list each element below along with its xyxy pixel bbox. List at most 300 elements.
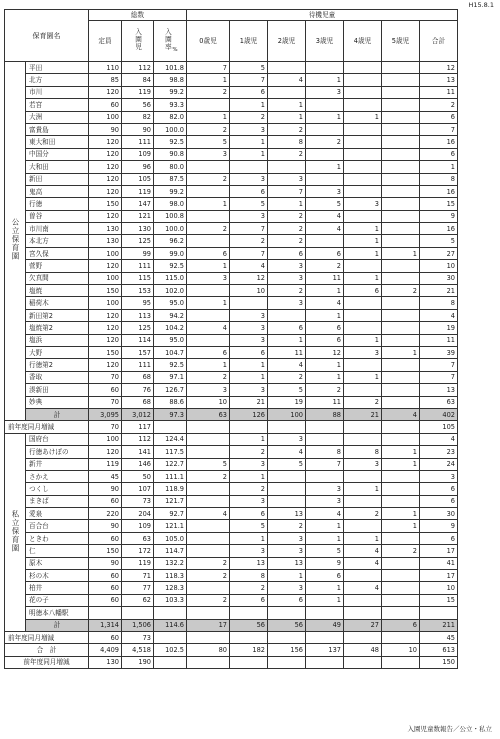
row-cell: 93.3 (154, 99, 187, 111)
table-row (5, 532, 458, 544)
row-cell (306, 607, 344, 619)
row-name: 湊新田 (26, 384, 89, 396)
row-cell: 1 (306, 371, 344, 383)
row-cell: 8 (230, 570, 268, 582)
row-cell: 1 (187, 297, 230, 309)
row-cell: 111.1 (154, 470, 187, 482)
row-cell: 68 (122, 396, 154, 408)
row-cell: 73 (122, 631, 154, 643)
header-age-0: 0歳児 (187, 21, 230, 62)
row-cell: 60 (89, 99, 122, 111)
row-cell: 1 (382, 508, 420, 520)
row-cell: 2 (268, 148, 306, 160)
row-cell: 101.8 (154, 62, 187, 74)
row-cell: 11 (420, 334, 458, 346)
row-cell: 2 (268, 520, 306, 532)
row-cell: 111 (122, 136, 154, 148)
row-cell (382, 62, 420, 74)
row-cell: 1 (344, 371, 382, 383)
row-cell (382, 136, 420, 148)
row-cell: 96 (122, 161, 154, 173)
row-cell (344, 384, 382, 396)
row-cell (382, 594, 420, 606)
row-cell: 85 (89, 74, 122, 86)
row-cell: 15 (420, 198, 458, 210)
public-yoy-row (5, 421, 458, 433)
row-cell: 97.3 (154, 408, 187, 420)
row-cell: 6 (382, 619, 420, 631)
row-cell: 2 (306, 260, 344, 272)
row-cell: 1 (230, 136, 268, 148)
row-name: 明徳本八幡駅 (26, 607, 89, 619)
row-cell: 102.5 (154, 644, 187, 656)
row-cell: 1 (230, 371, 268, 383)
row-cell: 71 (122, 570, 154, 582)
row-cell (187, 520, 230, 532)
row-cell: 30 (420, 272, 458, 284)
row-cell: 90 (89, 520, 122, 532)
row-cell: 6 (420, 532, 458, 544)
row-cell (344, 161, 382, 173)
row-cell (382, 161, 420, 173)
row-name: まきば (26, 495, 89, 507)
row-cell (382, 396, 420, 408)
row-cell (344, 359, 382, 371)
row-cell (306, 470, 344, 482)
row-name: ときわ (26, 532, 89, 544)
row-cell: 1 (382, 520, 420, 532)
private-yoy-row (5, 631, 458, 643)
row-cell: 3 (187, 272, 230, 284)
table-row (5, 446, 458, 458)
row-cell: 82 (122, 111, 154, 123)
row-cell: 3 (268, 532, 306, 544)
row-cell: 3 (230, 123, 268, 135)
row-cell: 1 (306, 285, 344, 297)
row-cell: 6 (420, 148, 458, 160)
row-cell: 3 (344, 458, 382, 470)
row-cell: 4 (268, 446, 306, 458)
row-cell (382, 421, 420, 433)
row-cell (187, 433, 230, 445)
row-cell (187, 309, 230, 321)
header-rate: 入園率% (154, 21, 187, 62)
row-cell: 90 (89, 483, 122, 495)
row-cell: 128.3 (154, 582, 187, 594)
row-cell: 172 (122, 545, 154, 557)
row-cell: 1 (268, 198, 306, 210)
row-cell: 4 (382, 408, 420, 420)
table-row (5, 272, 458, 284)
row-cell (306, 656, 344, 668)
row-cell: 2 (382, 285, 420, 297)
row-cell: 2 (268, 223, 306, 235)
row-cell (187, 161, 230, 173)
row-cell (382, 74, 420, 86)
row-cell: 5 (230, 520, 268, 532)
row-cell: 1 (306, 111, 344, 123)
header-age-2: 2歳児 (268, 21, 306, 62)
row-cell (187, 421, 230, 433)
row-cell: 3 (230, 458, 268, 470)
row-cell: 8 (268, 136, 306, 148)
row-cell: 1 (306, 309, 344, 321)
row-cell: 125 (122, 235, 154, 247)
row-cell: 11 (306, 396, 344, 408)
row-cell: 13 (420, 384, 458, 396)
row-cell: 153 (122, 285, 154, 297)
row-name: 東大和田 (26, 136, 89, 148)
row-cell (344, 260, 382, 272)
row-cell: 109 (122, 520, 154, 532)
row-cell: 141 (122, 446, 154, 458)
row-cell: 4 (268, 359, 306, 371)
row-cell (154, 421, 187, 433)
row-cell: 90 (89, 123, 122, 135)
row-cell: 5 (187, 136, 230, 148)
table-row (5, 285, 458, 297)
row-cell (268, 86, 306, 98)
row-cell: 2 (187, 173, 230, 185)
row-cell: 12 (306, 346, 344, 358)
row-cell (382, 148, 420, 160)
row-cell: 16 (420, 185, 458, 197)
row-name: 大野 (26, 346, 89, 358)
row-name: 香取 (26, 371, 89, 383)
row-cell: 2 (230, 235, 268, 247)
row-name: 計 (26, 619, 89, 631)
row-cell: 120 (89, 359, 122, 371)
table-row (5, 86, 458, 98)
row-cell (382, 570, 420, 582)
row-cell (306, 99, 344, 111)
row-cell: 1 (230, 148, 268, 160)
row-cell: 1 (344, 247, 382, 259)
row-cell: 1 (306, 582, 344, 594)
row-cell: 104.2 (154, 322, 187, 334)
row-cell: 60 (89, 631, 122, 643)
row-cell: 9 (420, 210, 458, 222)
row-name: 欠真間 (26, 272, 89, 284)
row-cell: 45 (420, 631, 458, 643)
row-cell: 1 (187, 198, 230, 210)
row-cell (230, 656, 268, 668)
row-cell: 5 (230, 62, 268, 74)
row-name: 大和田 (26, 161, 89, 173)
row-cell: 96.2 (154, 235, 187, 247)
header-capacity: 定員 (89, 21, 122, 62)
row-cell: 80 (187, 644, 230, 656)
row-name: 百合台 (26, 520, 89, 532)
row-name: 北方 (26, 74, 89, 86)
row-cell: 5 (187, 458, 230, 470)
row-cell: 100.0 (154, 223, 187, 235)
row-cell: 125 (122, 322, 154, 334)
row-cell: 1 (306, 520, 344, 532)
row-cell: 11 (420, 86, 458, 98)
row-name: 本北方 (26, 235, 89, 247)
grand-yoy-row-label: 前年度同月増減 (5, 656, 89, 668)
table-row (5, 557, 458, 569)
row-cell: 126 (230, 408, 268, 420)
table-row (5, 508, 458, 520)
public-label: 公立保育園 (5, 62, 26, 421)
table-row (5, 384, 458, 396)
row-name: 宮久保 (26, 247, 89, 259)
row-cell (187, 582, 230, 594)
row-cell: 1 (344, 272, 382, 284)
row-cell (382, 173, 420, 185)
row-cell (382, 86, 420, 98)
row-cell: 4 (187, 322, 230, 334)
row-cell: 2 (187, 570, 230, 582)
row-cell (230, 607, 268, 619)
row-cell: 1 (187, 74, 230, 86)
row-name: 仁 (26, 545, 89, 557)
row-cell (344, 495, 382, 507)
row-cell (268, 309, 306, 321)
row-cell: 60 (89, 594, 122, 606)
table-row (5, 582, 458, 594)
row-cell: 3 (230, 173, 268, 185)
row-cell: 12 (230, 272, 268, 284)
row-cell: 117 (122, 421, 154, 433)
header-facility-name: 保育園名 (5, 10, 89, 62)
header-age-3: 3歳児 (306, 21, 344, 62)
row-cell: 6 (230, 508, 268, 520)
header-age-1: 1歳児 (230, 21, 268, 62)
row-cell: 92.5 (154, 136, 187, 148)
row-cell: 100 (268, 408, 306, 420)
row-name: 市川 (26, 86, 89, 98)
row-cell (344, 607, 382, 619)
row-cell: 118.9 (154, 483, 187, 495)
row-cell: 3 (306, 495, 344, 507)
row-cell: 114 (122, 334, 154, 346)
row-cell: 1 (344, 532, 382, 544)
row-cell: 2 (306, 136, 344, 148)
row-cell: 11 (268, 346, 306, 358)
row-cell (122, 607, 154, 619)
row-cell: 204 (122, 508, 154, 520)
row-cell: 1 (268, 111, 306, 123)
row-cell: 1 (268, 99, 306, 111)
table-row (5, 359, 458, 371)
row-cell: 3 (230, 334, 268, 346)
row-name: 市川南 (26, 223, 89, 235)
row-cell: 56 (268, 619, 306, 631)
row-cell: 1 (230, 359, 268, 371)
row-cell (382, 607, 420, 619)
row-cell: 49 (306, 619, 344, 631)
row-cell: 1 (268, 570, 306, 582)
row-cell: 1 (344, 334, 382, 346)
row-cell (306, 62, 344, 74)
row-cell: 2 (187, 594, 230, 606)
row-cell: 94.2 (154, 309, 187, 321)
row-cell: 3 (268, 297, 306, 309)
row-cell: 1 (420, 161, 458, 173)
row-cell: 70 (89, 371, 122, 383)
row-cell: 110 (89, 62, 122, 74)
row-cell (344, 148, 382, 160)
row-cell: 7 (420, 359, 458, 371)
row-cell (344, 421, 382, 433)
row-cell: 104.7 (154, 346, 187, 358)
row-cell (187, 532, 230, 544)
row-cell: 119 (122, 557, 154, 569)
row-cell (344, 74, 382, 86)
row-cell: 120 (89, 148, 122, 160)
row-name: 行徳第2 (26, 359, 89, 371)
row-cell: 3 (187, 148, 230, 160)
row-cell: 2 (230, 111, 268, 123)
row-cell: 1 (268, 334, 306, 346)
row-cell (268, 495, 306, 507)
row-cell: 120 (89, 136, 122, 148)
row-name: 塩焼第2 (26, 322, 89, 334)
row-cell (344, 123, 382, 135)
row-cell: 39 (420, 346, 458, 358)
row-cell: 6 (268, 594, 306, 606)
yoy-label: 前年度同月増減 (5, 631, 89, 643)
row-cell: 8 (420, 173, 458, 185)
row-cell: 2 (268, 285, 306, 297)
row-cell: 157 (122, 346, 154, 358)
row-cell (187, 483, 230, 495)
row-cell: 130 (89, 235, 122, 247)
row-cell: 6 (344, 285, 382, 297)
row-cell: 1 (382, 247, 420, 259)
row-cell: 1 (382, 446, 420, 458)
row-cell: 1 (306, 74, 344, 86)
row-cell (230, 297, 268, 309)
table-row (5, 346, 458, 358)
row-cell (344, 433, 382, 445)
row-cell: 190 (122, 656, 154, 668)
row-cell: 3 (306, 483, 344, 495)
row-cell: 120 (89, 334, 122, 346)
row-cell: 103.3 (154, 594, 187, 606)
row-cell: 120 (89, 260, 122, 272)
row-cell: 402 (420, 408, 458, 420)
row-cell (187, 334, 230, 346)
row-cell: 21 (420, 285, 458, 297)
table-row (5, 235, 458, 247)
row-cell: 45 (89, 470, 122, 482)
row-cell: 80.0 (154, 161, 187, 173)
row-cell: 12 (420, 62, 458, 74)
row-cell: 1 (344, 111, 382, 123)
row-cell: 13 (420, 74, 458, 86)
row-cell: 2 (230, 483, 268, 495)
row-cell: 130 (122, 223, 154, 235)
row-cell (268, 161, 306, 173)
row-cell (306, 433, 344, 445)
row-cell: 102.0 (154, 285, 187, 297)
row-name: 花の子 (26, 594, 89, 606)
row-cell: 3 (268, 272, 306, 284)
table-row (5, 260, 458, 272)
row-cell: 60 (89, 582, 122, 594)
row-cell (382, 371, 420, 383)
table-row (5, 470, 458, 482)
row-cell: 6 (230, 86, 268, 98)
row-name: 新田 (26, 173, 89, 185)
row-cell: 147 (122, 198, 154, 210)
row-cell: 2 (187, 557, 230, 569)
row-cell: 10 (420, 260, 458, 272)
row-cell (187, 545, 230, 557)
row-cell: 10 (420, 582, 458, 594)
row-cell: 6 (230, 594, 268, 606)
row-cell: 4 (306, 223, 344, 235)
row-cell (154, 631, 187, 643)
row-cell: 60 (89, 532, 122, 544)
row-cell: 98.8 (154, 74, 187, 86)
row-cell (344, 322, 382, 334)
row-cell (268, 631, 306, 643)
row-cell: 19 (420, 322, 458, 334)
row-cell: 1 (187, 111, 230, 123)
row-cell: 70 (89, 396, 122, 408)
row-cell: 2 (268, 123, 306, 135)
row-name: 曽谷 (26, 210, 89, 222)
row-cell: 60 (89, 384, 122, 396)
row-cell: 3 (306, 86, 344, 98)
row-cell: 2 (187, 123, 230, 135)
row-cell: 4 (420, 433, 458, 445)
row-cell (382, 495, 420, 507)
row-name: 妙典 (26, 396, 89, 408)
row-cell: 63 (122, 532, 154, 544)
row-cell: 2 (306, 384, 344, 396)
row-cell: 70 (89, 421, 122, 433)
row-cell: 126.7 (154, 384, 187, 396)
row-cell: 2 (344, 396, 382, 408)
row-cell (382, 111, 420, 123)
row-cell: 4 (344, 557, 382, 569)
row-cell: 3 (344, 198, 382, 210)
row-cell: 2 (420, 99, 458, 111)
row-cell (382, 198, 420, 210)
row-cell: 114.7 (154, 545, 187, 557)
row-name: つくし (26, 483, 89, 495)
row-cell: 4 (306, 297, 344, 309)
row-cell (306, 123, 344, 135)
row-cell (344, 520, 382, 532)
row-cell (344, 185, 382, 197)
row-cell: 10 (382, 644, 420, 656)
row-cell: 5 (268, 384, 306, 396)
row-name: 平田 (26, 62, 89, 74)
row-cell: 17 (187, 619, 230, 631)
row-cell: 97.1 (154, 371, 187, 383)
row-cell: 3 (230, 322, 268, 334)
row-cell: 107 (122, 483, 154, 495)
row-cell: 146 (122, 458, 154, 470)
table-row (5, 74, 458, 86)
row-cell (268, 421, 306, 433)
row-cell (230, 631, 268, 643)
row-cell: 6 (306, 334, 344, 346)
row-cell: 60 (89, 570, 122, 582)
table-row (5, 136, 458, 148)
row-cell: 17 (420, 545, 458, 557)
row-cell: 130 (89, 223, 122, 235)
row-cell (382, 210, 420, 222)
row-cell: 7 (230, 247, 268, 259)
